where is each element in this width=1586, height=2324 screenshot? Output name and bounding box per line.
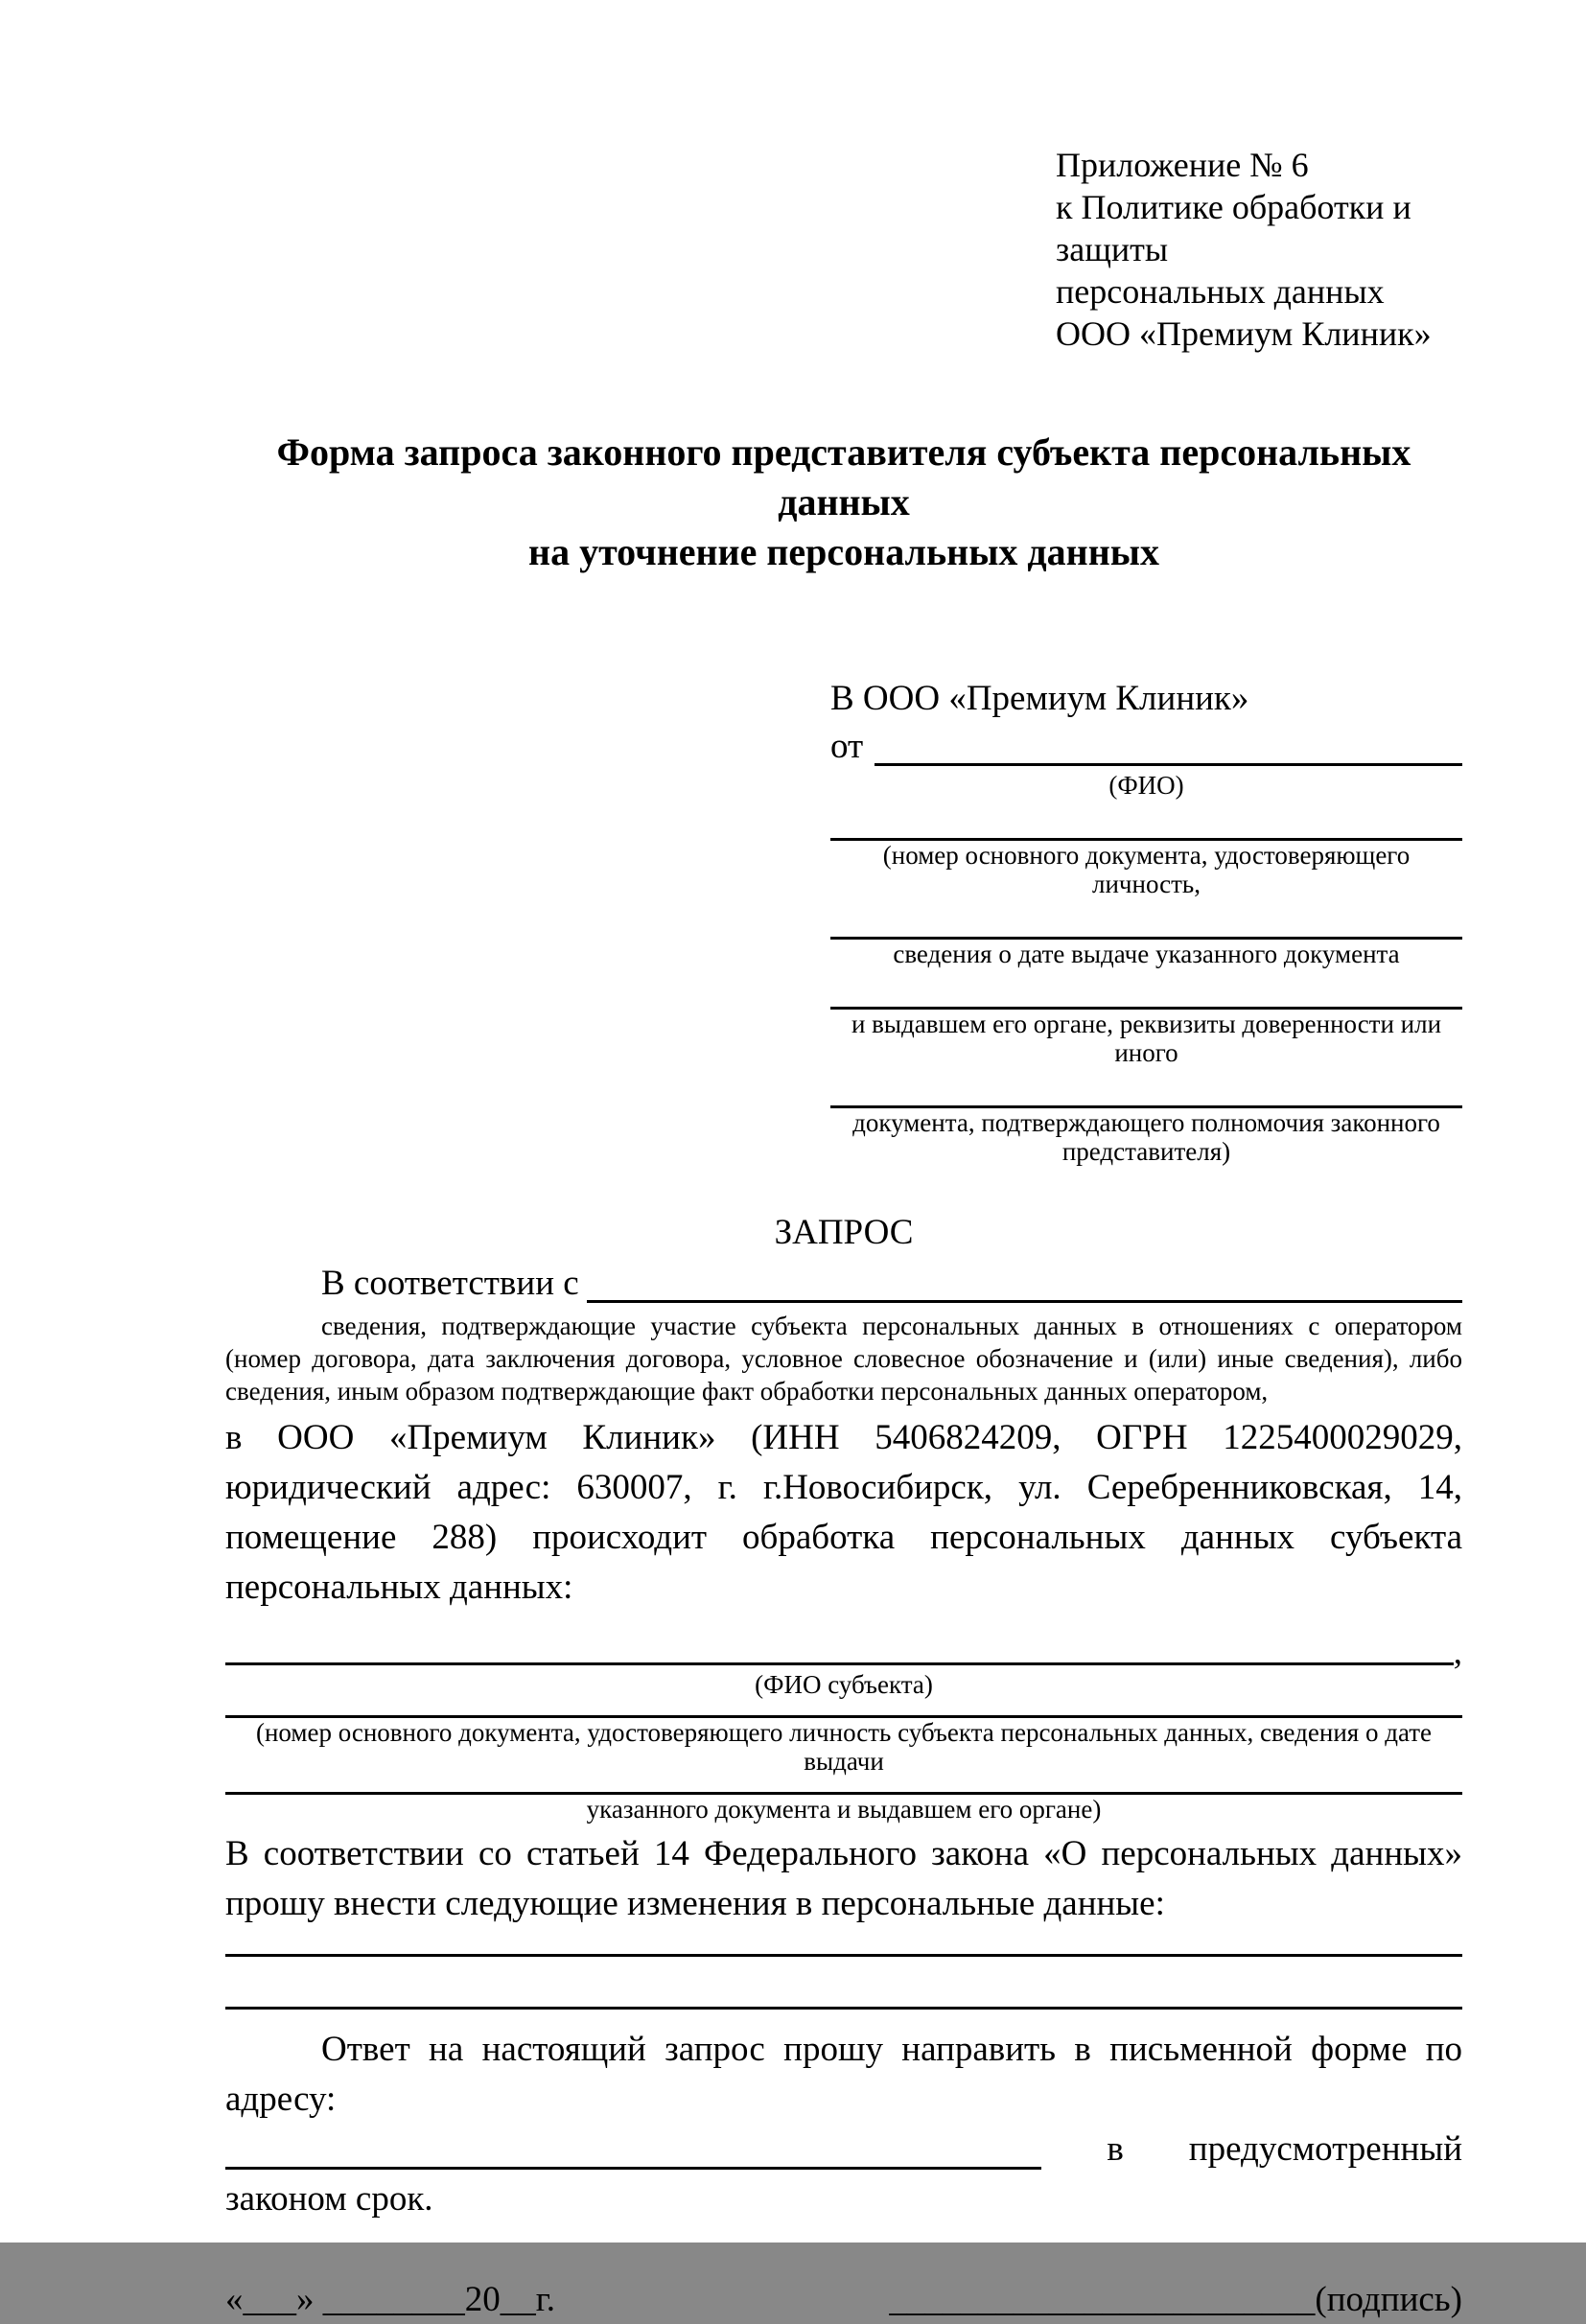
doc-issuer-write-line [830,968,1462,1010]
attachment-note [1056,144,1462,355]
authority-doc-write-line [830,1067,1462,1108]
form-title-line1: Форма запроса законного представителя субъекта персональных данных [276,430,1411,523]
subject-doc-caption-2: указанного документа и выдавшем его органе) [586,1795,1102,1824]
addressee-company: В ООО «Премиум Клиник» [830,679,1249,718]
fio-write-line [875,723,1462,766]
attachment-line: Приложение № 6 [1056,146,1309,184]
attachment-line: ООО «Премиум Клиник» [1056,314,1432,353]
answer-tail-end: законом срок. [225,2179,433,2219]
from-label: от [830,727,864,766]
changes-write-line-2 [225,1957,1462,2010]
line-caption: документа, подтверждающего полномочия законного представителя) [852,1108,1440,1166]
signature-caption: (подпись) [1315,2280,1462,2319]
basis-footnote: сведения, подтверждающие участие субъекта персональных данных в отношениях с оператором (номер договора, дата заключения договора, условное словесное обозначение и (или) иные сведения), либо сведения, иным образом подтверждающие факт обработки персональных данных оператором, [225,1312,1462,1406]
subject-fio-write-line [225,1626,1454,1665]
answer-tail-word: предусмотренный [1188,2129,1462,2169]
form-title-line2: на уточнение персональных данных [528,530,1159,573]
line-caption: и выдавшем его органе, реквизиты доверенности или иного [851,1010,1442,1067]
answer-paragraph: Ответ на настоящий запрос прошу направить в письменной форме по адресу: [225,2030,1462,2119]
operator-paragraph: в ООО «Премиум Клиник» (ИНН 5406824209, ОГРН 1225400029029, юридический адрес: 630007, г. г.Новосибирск, ул. Серебренниковская, 14, помещение 288) происходит обработка персональных данных субъекта персональных данных: [225,1418,1462,1607]
fio-caption: (ФИО) [1108,771,1184,800]
signature-line: ________________________ [889,2280,1316,2319]
address-write-row [225,2125,1462,2174]
form-title [225,428,1462,577]
basis-write-line [587,1260,1462,1303]
attachment-line: к Политике обработки и защиты [1056,188,1411,268]
address-write-line [225,2125,1041,2170]
attachment-line: персональных данных [1056,272,1385,311]
date-field: «___» ________20__г. [225,2280,556,2319]
in-accordance-label: В соответствии с [321,1264,579,1303]
subject-fio-row [225,1626,1462,1670]
subject-fio-caption: (ФИО субъекта) [755,1670,933,1699]
line-caption: (номер основного документа, удостоверяющего личность, [882,841,1411,898]
request-heading: ЗАПРОС [774,1213,914,1252]
subject-doc-write-line-2 [225,1776,1462,1795]
subject-doc-write-line [225,1699,1462,1718]
trailing-comma: , [1453,1633,1462,1672]
in-accordance-row [225,1260,1462,1308]
footer-row [225,2276,1462,2324]
line-caption: сведения о дате выдаче указанного документа [893,940,1400,968]
answer-tail-word: в [1107,2129,1124,2169]
changes-write-line [225,1931,1462,1957]
article-14-paragraph: В соответствии со статьей 14 Федерального закона «О персональных данных» прошу внести следующие изменения в персональные данные: [225,1834,1462,1923]
doc-number-write-line [830,800,1462,841]
addressee-block [830,675,1462,1166]
doc-date-write-line [830,898,1462,940]
from-row [830,723,1462,771]
subject-doc-caption: (номер основного документа, удостоверяющего личность субъекта персональных данных, сведения о дате выдачи [255,1718,1433,1776]
signature-field [889,2276,1462,2324]
